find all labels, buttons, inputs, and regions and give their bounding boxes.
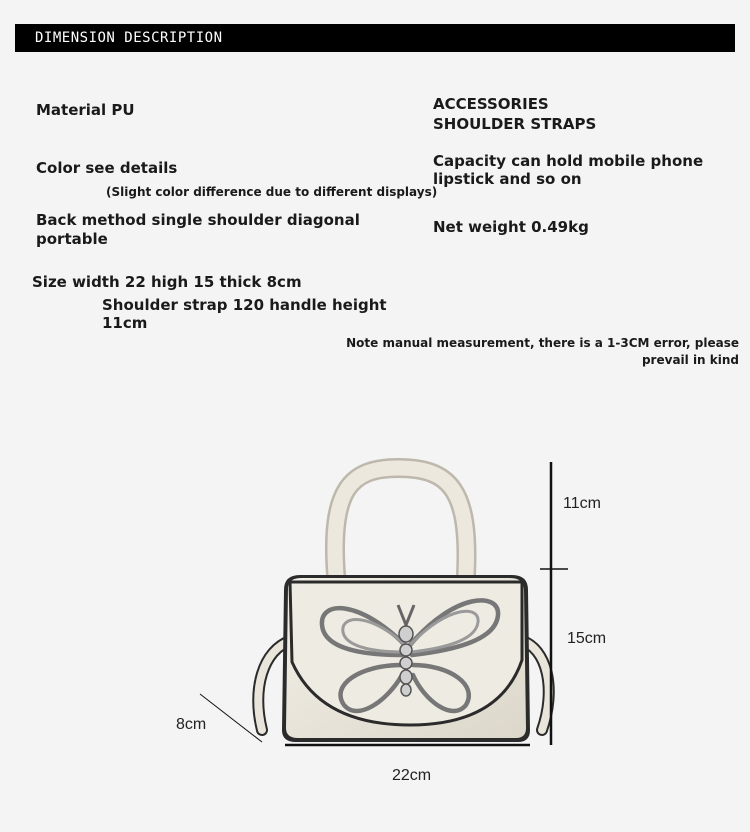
spec-color: Color see details [36,159,178,177]
spec-back-method-line2: portable [36,230,108,248]
spec-strap-line2: 11cm [102,314,148,332]
spec-capacity-line1: Capacity can hold mobile phone [433,152,704,170]
spec-capacity-line2: lipstick and so on [433,170,582,188]
dimension-handle-height: 11cm [563,495,601,512]
spec-net-weight: Net weight 0.49kg [433,218,589,236]
dimension-width: 22cm [392,767,432,784]
spec-back-method-line1: Back method single shoulder diagonal [36,211,360,229]
dimension-thickness: 8cm [176,716,207,733]
dimension-body-height: 15cm [567,630,607,647]
spec-accessories-line2: SHOULDER STRAPS [433,115,597,133]
spec-size: Size width 22 high 15 thick 8cm [32,273,302,291]
handle-icon [335,468,467,575]
spec-material: Material PU [36,101,135,119]
measurement-note-line2: prevail in kind [641,353,739,367]
measurement-note-line1: Note manual measurement, there is a 1-3CM error, please [346,336,739,350]
spec-accessories-line1: ACCESSORIES [433,95,549,113]
section-title: DIMENSION DESCRIPTION [35,30,223,46]
spec-color-note: (Slight color difference due to different displays) [106,185,438,199]
spec-strap-line1: Shoulder strap 120 handle height [102,296,387,314]
